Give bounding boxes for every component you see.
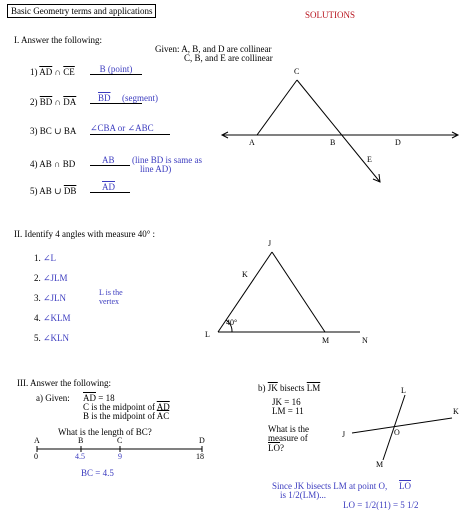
answer-4-note-2: line AD)	[140, 164, 172, 174]
angle-item-5: 5. ∠KLN	[34, 333, 70, 343]
numline-b: B	[78, 436, 84, 445]
question-lo-3: $\overline{LO}$?	[268, 443, 284, 453]
point-l2-label: L	[401, 386, 406, 395]
solution-line-1: Since JK bisects LM at point O,	[272, 481, 388, 491]
question-4: 4) AB ∩ BD	[30, 159, 76, 169]
question-1: 1) $\overline{AD}$ ∩ $\overline{CE}$	[30, 67, 75, 77]
point-j-label: J	[268, 239, 272, 248]
numline-c: C	[117, 436, 123, 445]
numline-val-4-5: 4.5	[75, 452, 85, 461]
solutions-label: SOLUTIONS	[305, 10, 356, 20]
answer-4: AB	[90, 155, 130, 166]
question-2: 2) $\overline{BD}$ ∩ $\overline{DA}$	[30, 97, 77, 107]
point-a-label: A	[249, 138, 255, 147]
triangle-figure	[218, 252, 360, 332]
ray-ce	[297, 80, 380, 182]
question-bc: What is the length of BC?	[58, 427, 152, 437]
given-ad: $\overline{AD} = 18$	[83, 393, 115, 403]
angle-40-label: 40°	[226, 318, 238, 327]
point-d-label: D	[395, 138, 401, 147]
point-e-label: E	[367, 155, 372, 164]
angle-item-2: 2. ∠JLM	[34, 273, 68, 283]
collinear-figure	[222, 80, 458, 182]
numline-a: A	[34, 436, 40, 445]
solution-lo: $\overline{LO}$	[399, 481, 411, 491]
given-line-1: Given: A, B, and D are collinear	[155, 44, 272, 54]
angle-item-3: 3. ∠JLN	[34, 293, 67, 303]
point-j2-label: J	[342, 430, 346, 439]
point-b-label: B	[330, 138, 336, 147]
question-5: 5) AB ∪ $\overline{DB}$	[30, 186, 77, 196]
segment-ac	[257, 80, 297, 135]
vertex-note-2: vertex	[99, 297, 119, 306]
segment-jm	[272, 252, 325, 332]
point-k2-label: K	[453, 407, 459, 416]
answer-5: $\overline{AD}$	[90, 182, 130, 193]
answer-4-note-1: (line BD is same as	[132, 155, 202, 165]
answer-bc: BC = 4.5	[81, 468, 114, 478]
answer-3: ∠CBA or ∠ABC	[90, 123, 170, 135]
vertex-note-1: L is the	[99, 288, 123, 297]
question-lo-2: measure of	[268, 433, 308, 443]
point-o-label: O	[394, 428, 400, 437]
bisect-figure	[352, 395, 452, 460]
point-l-label: L	[205, 330, 210, 339]
question-3: 3) BC ∪ BA	[30, 126, 77, 136]
part-a-label: a) Given:	[36, 393, 70, 403]
lm-value: LM = 11	[272, 406, 304, 416]
answer-1: B (point)	[90, 64, 142, 75]
part-b-statement: b) $\overline{JK}$ bisects $\overline{LM}$	[258, 383, 321, 393]
question-lo-1: What is the	[268, 424, 309, 434]
point-n-label: N	[362, 336, 368, 345]
section-1-heading: I. Answer the following:	[14, 35, 102, 45]
angle-item-1: 1. ∠L	[34, 253, 57, 263]
b-midpoint: B is the midpoint of $\overline{AC}$	[83, 411, 170, 421]
solution-line-2: is 1/2(LM)...	[280, 490, 326, 500]
numline-val-9: 9	[118, 452, 122, 461]
line-jk	[352, 418, 452, 433]
angle-item-4: 4. ∠KLM	[34, 313, 71, 323]
point-k-label: K	[242, 270, 248, 279]
given-line-2: C, B, and E are collinear	[184, 53, 273, 63]
numline-val-0: 0	[34, 452, 38, 461]
section-2-heading: II. Identify 4 angles with measure 40° :	[14, 229, 156, 239]
point-m-label: M	[322, 336, 330, 345]
section-3-heading: III. Answer the following:	[17, 378, 111, 388]
point-c-label: C	[294, 67, 300, 76]
c-midpoint: C is the midpoint of $\overline{AD}$	[83, 402, 170, 412]
numline-val-18: 18	[196, 452, 204, 461]
answer-2-note: (segment)	[122, 93, 158, 103]
answer-2: $\overline{BD}$	[90, 93, 142, 104]
worksheet-title: Basic Geometry terms and applications	[7, 4, 156, 18]
point-m2-label: M	[376, 460, 384, 469]
answer-lo: LO = 1/2(11) = 5 1/2	[343, 500, 419, 510]
jk-value: JK = 16	[272, 397, 301, 407]
numline-d: D	[199, 436, 205, 445]
